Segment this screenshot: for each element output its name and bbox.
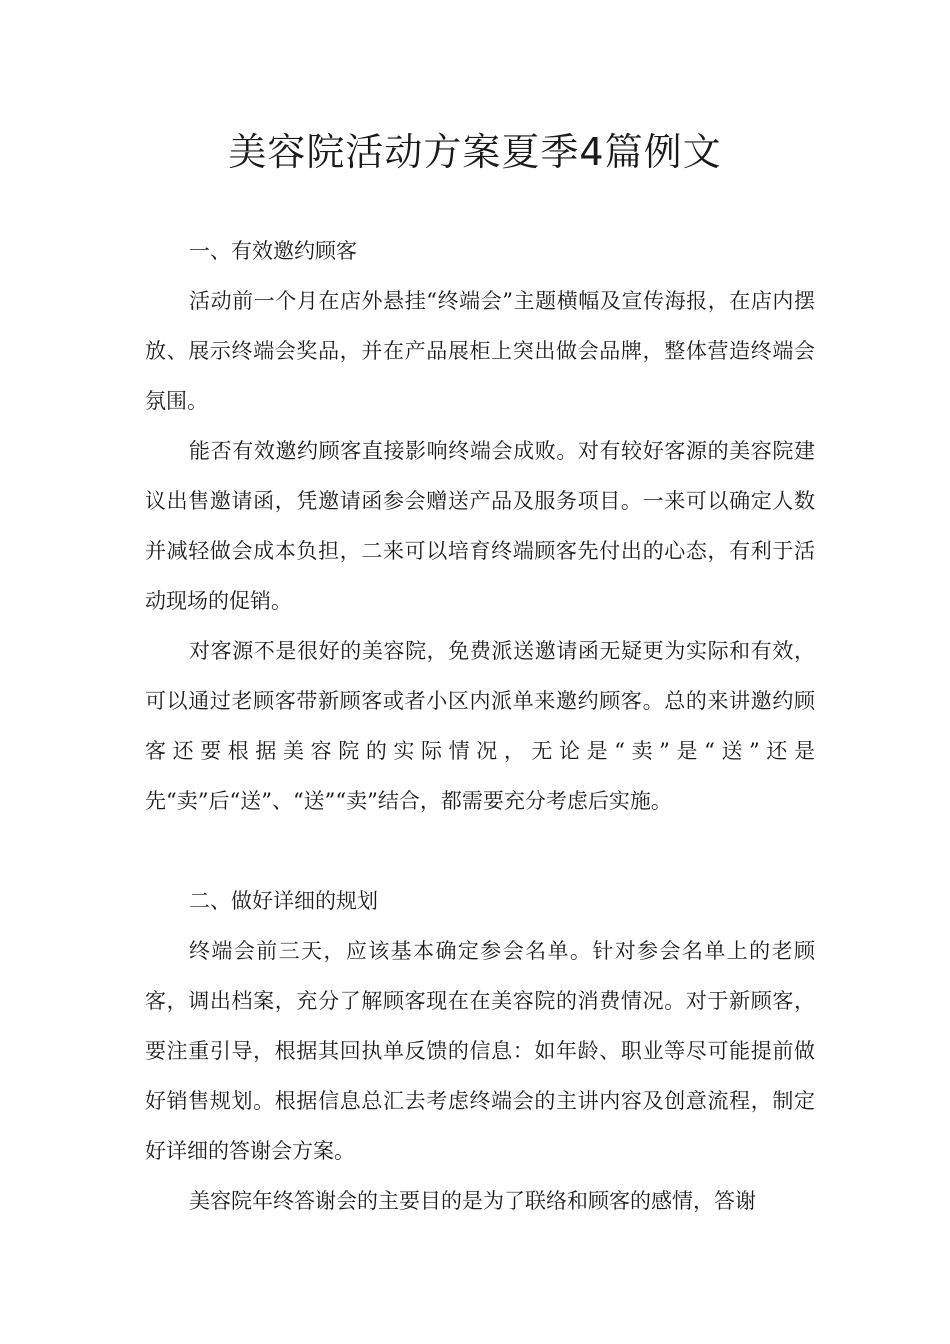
document-title: 美容院活动方案夏季4篇例文 xyxy=(228,130,722,174)
paragraph: 活动前一个月在店外悬挂“终端会”主题横幅及宣传海报，在店内摆放、展示终端会奖品，并在产品展柜上突出做会品牌，整体营造终端会氛围。 xyxy=(145,289,815,413)
document-body xyxy=(145,226,815,1226)
paragraph: 美容院年终答谢会的主要目的是为了联络和顾客的感情，答谢 xyxy=(189,1189,756,1213)
paragraph: 终端会前三天，应该基本确定参会名单。针对参会名单上的老顾客，调出档案，充分了解顾客现在在美容院的消费情况。对于新顾客，要注重引导，根据其回执单反馈的信息：如年龄、职业等尽可能提前做好销售规划。根据信息总汇去考虑终端会的主讲内容及创意流程，制定好详细的答谢会方案。 xyxy=(145,939,815,1163)
paragraph: 对客源不是很好的美容院，免费派送邀请函无疑更为实际和有效，可以通过老顾客带新顾客或者小区内派单来邀约顾客。总的来讲邀约顾客还要根据美容院的实际情况，无论是“卖”是“送”还是先“卖”后“送”、“送”“卖”结合，都需要充分考虑后实施。 xyxy=(145,639,815,813)
section-heading: 一、有效邀约顾客 xyxy=(189,239,357,263)
section-spacer xyxy=(145,826,815,876)
paragraph: 能否有效邀约顾客直接影响终端会成败。对有较好客源的美容院建议出售邀请函，凭邀请函参会赠送产品及服务项目。一来可以确定人数并减轻做会成本负担，二来可以培育终端顾客先付出的心态，有利于活动现场的促销。 xyxy=(145,439,815,613)
section-1 xyxy=(145,226,815,826)
section-heading: 二、做好详细的规划 xyxy=(189,889,378,913)
section-2 xyxy=(145,876,815,1226)
